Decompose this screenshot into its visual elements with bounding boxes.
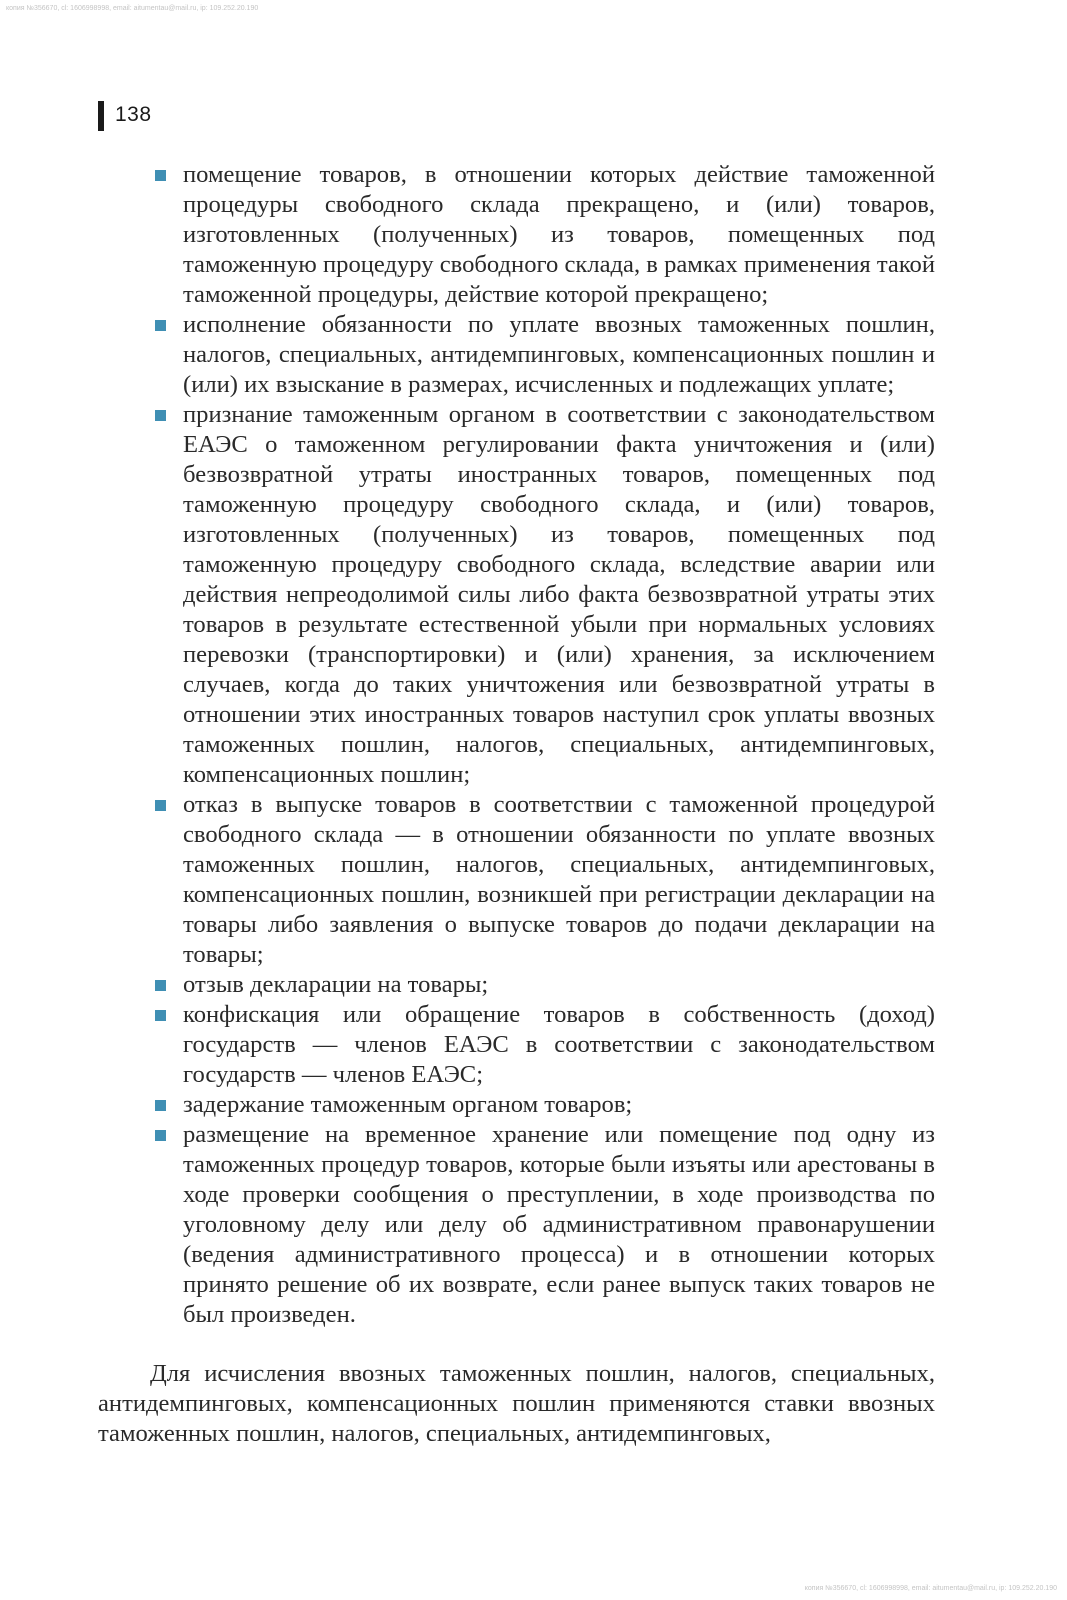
list-item xyxy=(150,310,935,400)
square-bullet-icon xyxy=(155,320,166,331)
page-number: 138 xyxy=(115,103,152,126)
list-item xyxy=(150,970,935,1000)
list-item-text: размещение на временное хранение или помещение под одну из таможенных процедур товаров, которые были изъяты или арестованы в ходе проверки сообщения о преступлении, в ходе производства по уголовному делу или делу об административном правонарушении (ведения административного процесса) и в отношении которых принято решение об их возврате, если ранее выпуск таких товаров не был произведен. xyxy=(183,1121,935,1328)
square-bullet-icon xyxy=(155,1010,166,1021)
square-bullet-icon xyxy=(155,410,166,421)
square-bullet-icon xyxy=(155,800,166,811)
list-item xyxy=(150,1120,935,1330)
list-item-text: помещение товаров, в отношении которых действие таможенной процедуры свободного склада прекращено, и (или) товаров, изготовленных (полученных) из товаров, помещенных под таможенную процедуру свободного склада, в рамках применения такой таможенной процедуры, действие которой прекращено; xyxy=(183,161,935,308)
list-item xyxy=(150,1000,935,1090)
list-item-text: задержание таможенным органом товаров; xyxy=(183,1091,633,1118)
list-item-text: конфискация или обращение товаров в собственность (доход) государств — членов ЕАЭС в соответствии с законодательством государств — членов ЕАЭС; xyxy=(183,1001,935,1088)
watermark-top: копия №356670, cl: 1606998998, email: aitumentau@mail.ru, ip: 109.252.20.190 xyxy=(6,5,259,12)
square-bullet-icon xyxy=(155,1100,166,1111)
body-paragraph: Для исчисления ввозных таможенных пошлин, налогов, специальных, антидемпинговых, компенсационных пошлин применяются ставки ввозных таможенных пошлин, налогов, специальных, антидемпинговых, xyxy=(98,1360,935,1447)
list-item xyxy=(150,400,935,790)
page-marker-bar xyxy=(98,101,104,131)
list-item xyxy=(150,1090,935,1120)
list-item-text: исполнение обязанности по уплате ввозных таможенных пошлин, налогов, специальных, антидемпинговых, компенсационных пошлин и (или) их взыскание в размерах, исчисленных и подлежащих уплате; xyxy=(183,311,935,398)
square-bullet-icon xyxy=(155,170,166,181)
watermark-bottom: копия №356670, cl: 1606998998, email: aitumentau@mail.ru, ip: 109.252.20.190 xyxy=(804,1585,1057,1592)
list-item xyxy=(150,160,935,310)
square-bullet-icon xyxy=(155,980,166,991)
square-bullet-icon xyxy=(155,1130,166,1141)
list-item xyxy=(150,790,935,970)
list-item-text: отзыв декларации на товары; xyxy=(183,971,489,998)
list-item-text: признание таможенным органом в соответствии с законодательством ЕАЭС о таможенном регулировании факта уничтожения и (или) безвозвратной утраты иностранных товаров, помещенных под таможенную процедуру свободного склада, и (или) товаров, изготовленных (полученных) из товаров, помещенных под таможенную процедуру свободного склада, вследствие аварии или действия непреодолимой силы либо факта безвозвратной утраты этих товаров в результате естественной убыли при нормальных условиях перевозки (транспортировки) и (или) хранения, за исключением случаев, когда до таких уничтожения или безвозвратной утраты в отношении этих иностранных товаров наступил срок уплаты ввозных таможенных пошлин, налогов, специальных, антидемпинговых, компенсационных пошлин; xyxy=(183,401,935,788)
bullet-list xyxy=(150,160,935,1330)
list-item-text: отказ в выпуске товаров в соответствии с таможенной процедурой свободного склада — в отношении обязанности по уплате ввозных таможенных пошлин, налогов, специальных, антидемпинговых, компенсационных пошлин, возникшей при регистрации декларации на товары либо заявления о выпуске товаров до подачи декларации на товары; xyxy=(183,791,935,968)
